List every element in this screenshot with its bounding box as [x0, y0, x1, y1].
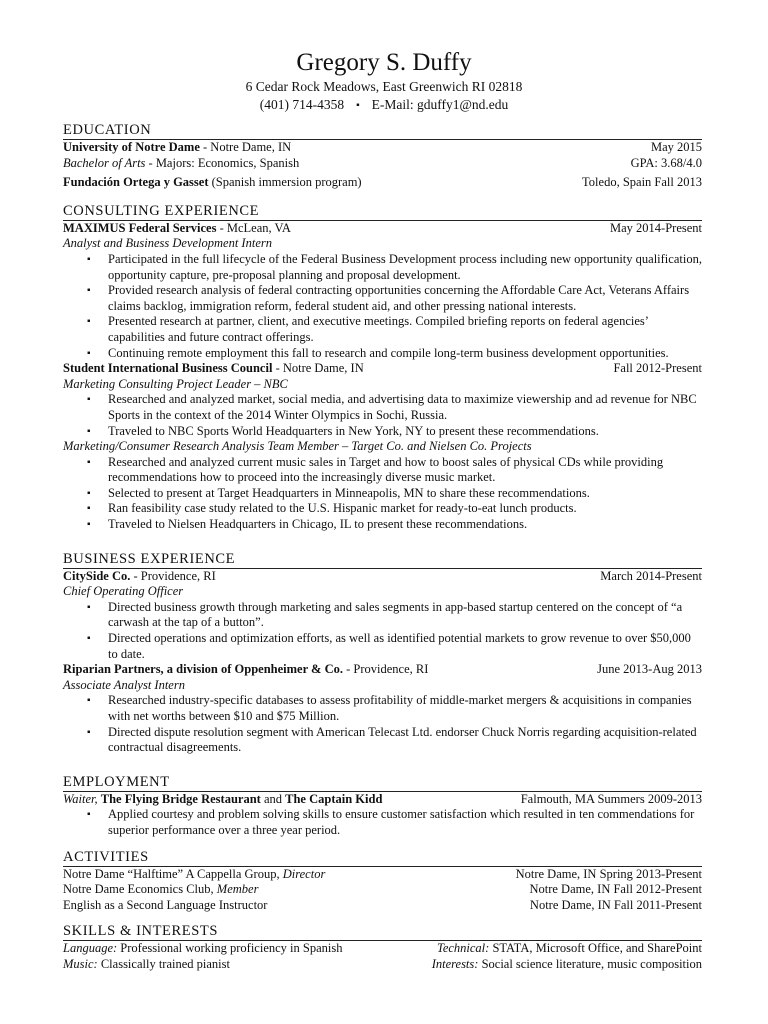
- activity-date: Notre Dame, IN Spring 2013-Present: [515, 866, 702, 881]
- program-description: (Spanish immersion program): [208, 175, 362, 190]
- activity-row: [63, 882, 702, 898]
- job-header: [63, 662, 702, 678]
- activity-name: Notre Dame Economics Club,: [63, 882, 217, 897]
- bullet-item: ▪ Provided research analysis of federal contracting opportunities concerning the Affordable Care Act, Veterans Affairs claims backlog, immigration reform, federal student aid, and other pressing national interests.: [108, 283, 702, 314]
- school-location: - Notre Dame, IN: [199, 140, 292, 154]
- address: 6 Cedar Rock Meadows, East Greenwich RI 02818: [245, 79, 523, 94]
- bullet-separator: ▪: [356, 100, 360, 111]
- job-role: Marketing/Consumer Research Analysis Team Member – Target Co. and Nielsen Co. Projects: [63, 439, 532, 454]
- skill-label: Technical:: [437, 941, 490, 956]
- job-role: Associate Analyst Intern: [63, 677, 185, 692]
- bullet-list: [63, 600, 702, 662]
- skill-value: Classically trained pianist: [97, 956, 230, 971]
- school-name: Fundación Ortega y Gasset: [63, 175, 209, 190]
- degree: Bachelor of Arts: [63, 155, 146, 170]
- bullet-item: ▪ Traveled to NBC Sports World Headquarters in New York, NY to present these recommendations.: [108, 424, 702, 440]
- activity-date: Notre Dame, IN Fall 2011-Present: [529, 897, 702, 912]
- job-date: Fall 2012-Present: [613, 361, 702, 376]
- skills-row: [63, 941, 702, 957]
- section-title-education: EDUCATION: [63, 122, 702, 140]
- bullet-item: ▪ Ran feasibility case study related to the U.S. Hispanic market for ready-to-eat lunch products.: [108, 501, 702, 517]
- job-header: [63, 221, 702, 237]
- job-date: June 2013-Aug 2013: [597, 662, 702, 677]
- bullet-list: [63, 693, 702, 755]
- employer-name: Riparian Partners, a division of Oppenheimer & Co.: [63, 662, 343, 677]
- employer-location: - Providence, RI: [342, 662, 429, 677]
- skill-label: Music:: [63, 956, 98, 971]
- activity-name: English as a Second Language Instructor: [63, 897, 268, 912]
- job-role: Marketing Consulting Project Leader – NBC: [63, 376, 288, 391]
- phone: (401) 714-4358: [259, 97, 345, 112]
- skill-label: Language:: [63, 941, 118, 956]
- bullet-item: ▪ Participated in the full lifecycle of the Federal Business Development process including new opportunity qualification, opportunity capture, pre-proposal planning and proposal development.: [108, 252, 702, 283]
- section-title-employment: EMPLOYMENT: [63, 774, 702, 792]
- employer-name: CitySide Co.: [63, 568, 131, 583]
- skill-value: Professional working proficiency in Spanish: [117, 941, 343, 956]
- program-date: Toledo, Spain Fall 2013: [582, 175, 702, 190]
- bullet-item: ▪ Researched and analyzed market, social media, and advertising data to maximize viewership and ad revenue for NBC Sports in the context of the 2014 Winter Olympics in Sochi, Russia.: [108, 392, 702, 423]
- activity-date: Notre Dame, IN Fall 2012-Present: [529, 882, 702, 897]
- job-date: March 2014-Present: [600, 568, 702, 583]
- section-title-activities: ACTIVITIES: [63, 849, 702, 867]
- bullet-item: ▪ Presented research at partner, client, and executive meetings. Compiled briefing reports on federal agencies’ capabilities and future contract offerings.: [108, 314, 702, 345]
- bullet-item: ▪ Researched and analyzed current music sales in Target and how to boost sales of physical CDs while providing recommendations how to proceed into the increasingly diverse music market.: [108, 455, 702, 486]
- employer-name: Student International Business Council: [63, 361, 273, 376]
- gpa: GPA: 3.68/4.0: [630, 155, 702, 170]
- section-title-consulting: CONSULTING EXPERIENCE: [63, 203, 702, 221]
- job-role: Analyst and Business Development Intern: [63, 236, 272, 251]
- employer-location: - Notre Dame, IN: [272, 361, 364, 376]
- skill-value: Social science literature, music composition: [478, 956, 702, 971]
- activity-role: Director: [282, 866, 326, 881]
- job-header: [63, 361, 702, 377]
- contact-line: [0, 96, 768, 115]
- resume-header: [0, 48, 768, 115]
- activity-row: [63, 867, 702, 883]
- bullet-item: ▪ Directed dispute resolution segment with American Telecast Ltd. endorser Chuck Norris regarding acquisition-related contractual disagreements.: [108, 725, 702, 756]
- resume-body: [63, 122, 702, 973]
- education-row: [63, 140, 702, 156]
- candidate-name: Gregory S. Duffy: [296, 49, 472, 76]
- bullet-list: [63, 455, 702, 533]
- bullet-item: ▪ Directed operations and optimization efforts, as well as identified potential markets to grow revenue to over $50,000 to date.: [108, 631, 702, 662]
- activity-role: Member: [216, 882, 259, 897]
- skills-row: [63, 957, 702, 973]
- job-role: Chief Operating Officer: [63, 584, 184, 599]
- bullet-item: ▪ Selected to present at Target Headquarters in Minneapolis, MN to share these recommendations.: [108, 486, 702, 502]
- section-title-business: BUSINESS EXPERIENCE: [63, 551, 702, 569]
- employer-location: - Providence, RI: [130, 568, 216, 583]
- conjunction: and: [260, 791, 286, 806]
- job-date: May 2014-Present: [610, 220, 702, 235]
- majors: - Majors: Economics, Spanish: [145, 155, 300, 170]
- bullet-item: ▪ Applied courtesy and problem solving skills to ensure customer satisfaction which resulted in ten commendations for superior performance over a three year period.: [108, 807, 702, 838]
- job-header: [63, 792, 702, 808]
- bullet-item: ▪ Researched industry-specific databases to assess profitability of middle-market mergers & acquisitions in companies with net worths between $10 and $75 Million.: [108, 693, 702, 724]
- employer-name: MAXIMUS Federal Services: [63, 220, 217, 235]
- bullet-item: ▪ Traveled to Nielsen Headquarters in Chicago, IL to present these recommendations.: [108, 517, 702, 533]
- bullet-list: [63, 392, 702, 439]
- skill-label: Interests:: [431, 956, 479, 971]
- job-header: [63, 569, 702, 585]
- education-row: [63, 175, 702, 191]
- email: E-Mail: gduffy1@nd.edu: [371, 97, 509, 112]
- job-role: Waiter,: [63, 791, 98, 806]
- bullet-list: [63, 252, 702, 361]
- job-date: Falmouth, MA Summers 2009-2013: [520, 791, 702, 806]
- bullet-list: [63, 807, 702, 838]
- employer-location: - McLean, VA: [216, 220, 291, 235]
- activity-name: Notre Dame “Halftime” A Cappella Group,: [63, 866, 283, 881]
- skill-value: STATA, Microsoft Office, and SharePoint: [489, 941, 702, 956]
- activity-row: [63, 898, 702, 914]
- bullet-item: ▪ Continuing remote employment this fall to research and compile long-term business development opportunities.: [108, 346, 702, 362]
- graduation-date: May 2015: [650, 140, 702, 154]
- section-title-skills: SKILLS & INTERESTS: [63, 923, 702, 941]
- degree-row: [63, 156, 702, 172]
- employer-name: The Flying Bridge Restaurant: [100, 791, 261, 806]
- bullet-item: ▪ Directed business growth through marketing and sales segments in app-based startup centered on the concept of “a carwash at the tap of a button”.: [108, 600, 702, 631]
- school-name: University of Notre Dame: [63, 140, 200, 154]
- employer-name: The Captain Kidd: [285, 791, 383, 806]
